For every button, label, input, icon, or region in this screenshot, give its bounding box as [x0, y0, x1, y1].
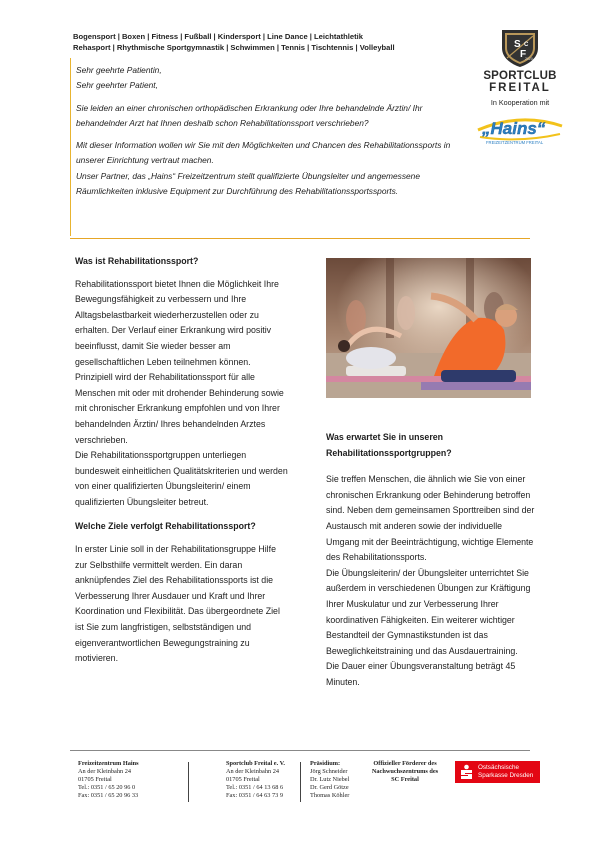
- svg-text:C: C: [524, 42, 529, 48]
- sports-line-1: Bogensport | Boxen | Fitness | Fußball | Kindersport | Line Dance | Leichtathletik: [73, 32, 363, 41]
- praesidium-member-3: Dr. Gerd Götze: [310, 784, 349, 791]
- sponsor-line-2: Nachwuchszentrums des: [371, 768, 439, 775]
- sponsor-line-1: Offizieller Förderer des: [373, 760, 437, 767]
- intro-paragraph-2: Mit dieser Information wollen wir Sie mit den Möglichkeiten und Chancen des Rehabilitationssports in unserer Einrichtung vertraut machen.: [76, 140, 451, 166]
- svg-text:„Hains“: „Hains“: [482, 119, 546, 138]
- heading-goals: Welche Ziele verfolgt Rehabilitationssport?: [75, 520, 256, 531]
- svg-text:2020: 2020: [525, 57, 533, 61]
- greeting-male: Sehr geehrter Patient,: [76, 80, 158, 91]
- sparkasse-logo: [455, 761, 540, 783]
- intro-paragraph-3: Unser Partner, das „Hains“ Freizeitzentrum stellt qualifizierte Übungsleiter und angemessene Räumlichkeiten inklusive Equipment zur Durchführung des Rehabilitationssportssports.: [76, 170, 420, 197]
- goals-paragraph: In erster Linie soll in der Rehabilitationsgruppe Hilfe zur Selbsthilfe vermittelt werden. Ein daran anknüpfendes Ziel des Rehabilitationssports ist die Verbesserung Ihrer Ausdauer und Kraft und Ihrer Koordination und Flexibilität. Das übergeordnete Ziel ist Sie zum langfristigen, selbstständigen und eigenverantwortlichen Bewegungstraining zu motivieren.: [75, 544, 280, 664]
- club-phone: Tel.: 0351 / 64 13 68 6: [226, 784, 284, 791]
- club-name: SPORTCLUB: [483, 70, 557, 82]
- footer-hains-address: [78, 760, 139, 800]
- praesidium-member-1: Jörg Schneider: [310, 768, 348, 775]
- sparkasse-s-icon: [459, 764, 474, 780]
- sparkasse-line-1: Ostsächsische: [478, 764, 519, 771]
- yoga-class-photo: [326, 258, 531, 398]
- sparkasse-line-2: Sparkasse Dresden: [478, 771, 534, 779]
- footer-divider: [70, 750, 530, 751]
- footer-sponsor-note: [360, 760, 450, 784]
- club-street: An der Kleinbahn 24: [226, 768, 279, 775]
- logo-block: [468, 28, 572, 146]
- footer-praesidium: [310, 760, 349, 800]
- left-column: [75, 254, 290, 667]
- hains-city: 01705 Freital: [78, 776, 112, 783]
- svg-text:S: S: [514, 39, 521, 50]
- intro-paragraph-1: Sie leiden an einer chronischen orthopädischen Erkrankung oder Ihre behandelnde Ärztin/ Ihr behandelnder Arzt hat Ihnen deshalb schon Rehabilitationssport verschrieben?: [76, 102, 423, 128]
- club-fax: Fax: 0351 / 64 63 73 9: [226, 792, 284, 799]
- hains-fax: Fax: 0351 / 65 20 96 33: [78, 792, 139, 799]
- sports-line-2: Rehasport | Rhythmische Sportgymnastik | Schwimmen | Tennis | Tischtennis | Volleyball: [73, 42, 395, 52]
- hains-street: An der Kleinbahn 24: [78, 768, 131, 775]
- cooperation-label: In Kooperation mit: [490, 98, 550, 107]
- expectations-paragraph-2: Die Übungsleiterin/ der Übungsleiter unterrichtet Sie außerdem in verschiedenen Übungen zur Kräftigung Ihrer Muskulatur und zur Verbesserung Ihrer koordinativen Fähigkeiten. Ein weiterer wichtiger Bestandteil der Gymnastikstunden ist das Beweglichkeitstraining und das Ausdauertraining.: [326, 567, 531, 656]
- praesidium-member-4: Thomas Köhler: [310, 792, 350, 799]
- club-city-zip: 01705 Freital: [226, 776, 260, 783]
- hains-logo: [474, 110, 566, 146]
- footer-separator-1: [188, 762, 189, 802]
- expectations-paragraph-1: Sie treffen Menschen, die ähnlich wie Sie von einer chronischen Erkrankung oder Behinderung betroffen sind. Neben dem gemeinsamen Sporttreiben sind der Austausch mit anderen sowie der individuelle Umgang mit der Beeinträchtigung, wichtige Elemente des Rehabilitationssports.: [326, 474, 535, 563]
- right-column: [326, 430, 536, 691]
- footer-separator-2: [300, 762, 301, 802]
- heading-expectations: Was erwartet Sie in unseren Rehabilitationssportgruppen?: [326, 432, 452, 458]
- svg-text:F: F: [520, 49, 527, 60]
- heading-what-is: Was ist Rehabilitationssport?: [75, 256, 199, 266]
- what-is-paragraph-1: Rehabilitationssport bietet Ihnen die Möglichkeit Ihre Bewegungsfähigkeit zu verbessern und Ihre Alltagsbelastbarkeit wiederherzustellen oder zu erhalten. Der Verlauf einer Erkrankung wird positiv beeinflusst, damit Sie wieder besser am gesellschaftlichen Leben teilnehmen können. Prinzipiell wird der Rehabilitationssport für alle Menschen mit oder mit drohender Behinderung sowie mit chronischer Erkrankung empfohlen und von Ihrer behandelnden Ärztin/ Ihres behandelnden Arztes verschrieben.: [75, 278, 284, 445]
- svg-text:FREIZEITZENTRUM FREITAL: FREIZEITZENTRUM FREITAL: [486, 140, 544, 145]
- hains-title: Freizeitzentrum Hains: [78, 760, 139, 767]
- hains-phone: Tel.: 0351 / 65 20 96 0: [78, 784, 136, 791]
- footer-club-address: [226, 760, 285, 800]
- intro-letter: [76, 63, 456, 199]
- sports-list: [73, 32, 453, 53]
- club-title: Sportclub Freital e. V.: [226, 760, 285, 767]
- club-city: FREITAL: [489, 82, 551, 94]
- praesidium-member-2: Dr. Lutz Niebel: [310, 776, 350, 783]
- what-is-paragraph-2: Die Rehabilitationssportgruppen unterliegen bundesweit einheitlichen Qualitätskriterien und werden von einer qualifizierten Übungsleiterin/ einem qualifizierten Übungsleiter betreut.: [75, 450, 288, 507]
- section-divider: [70, 238, 530, 239]
- sportclub-shield-logo: [498, 28, 542, 68]
- greeting-female: Sehr geehrte Patientin,: [76, 65, 162, 75]
- sponsor-line-3: SC Freital: [391, 776, 419, 783]
- praesidium-title: Präsidium:: [310, 760, 341, 767]
- expectations-paragraph-3: Die Dauer einer Übungsveranstaltung beträgt 45 Minuten.: [326, 661, 516, 687]
